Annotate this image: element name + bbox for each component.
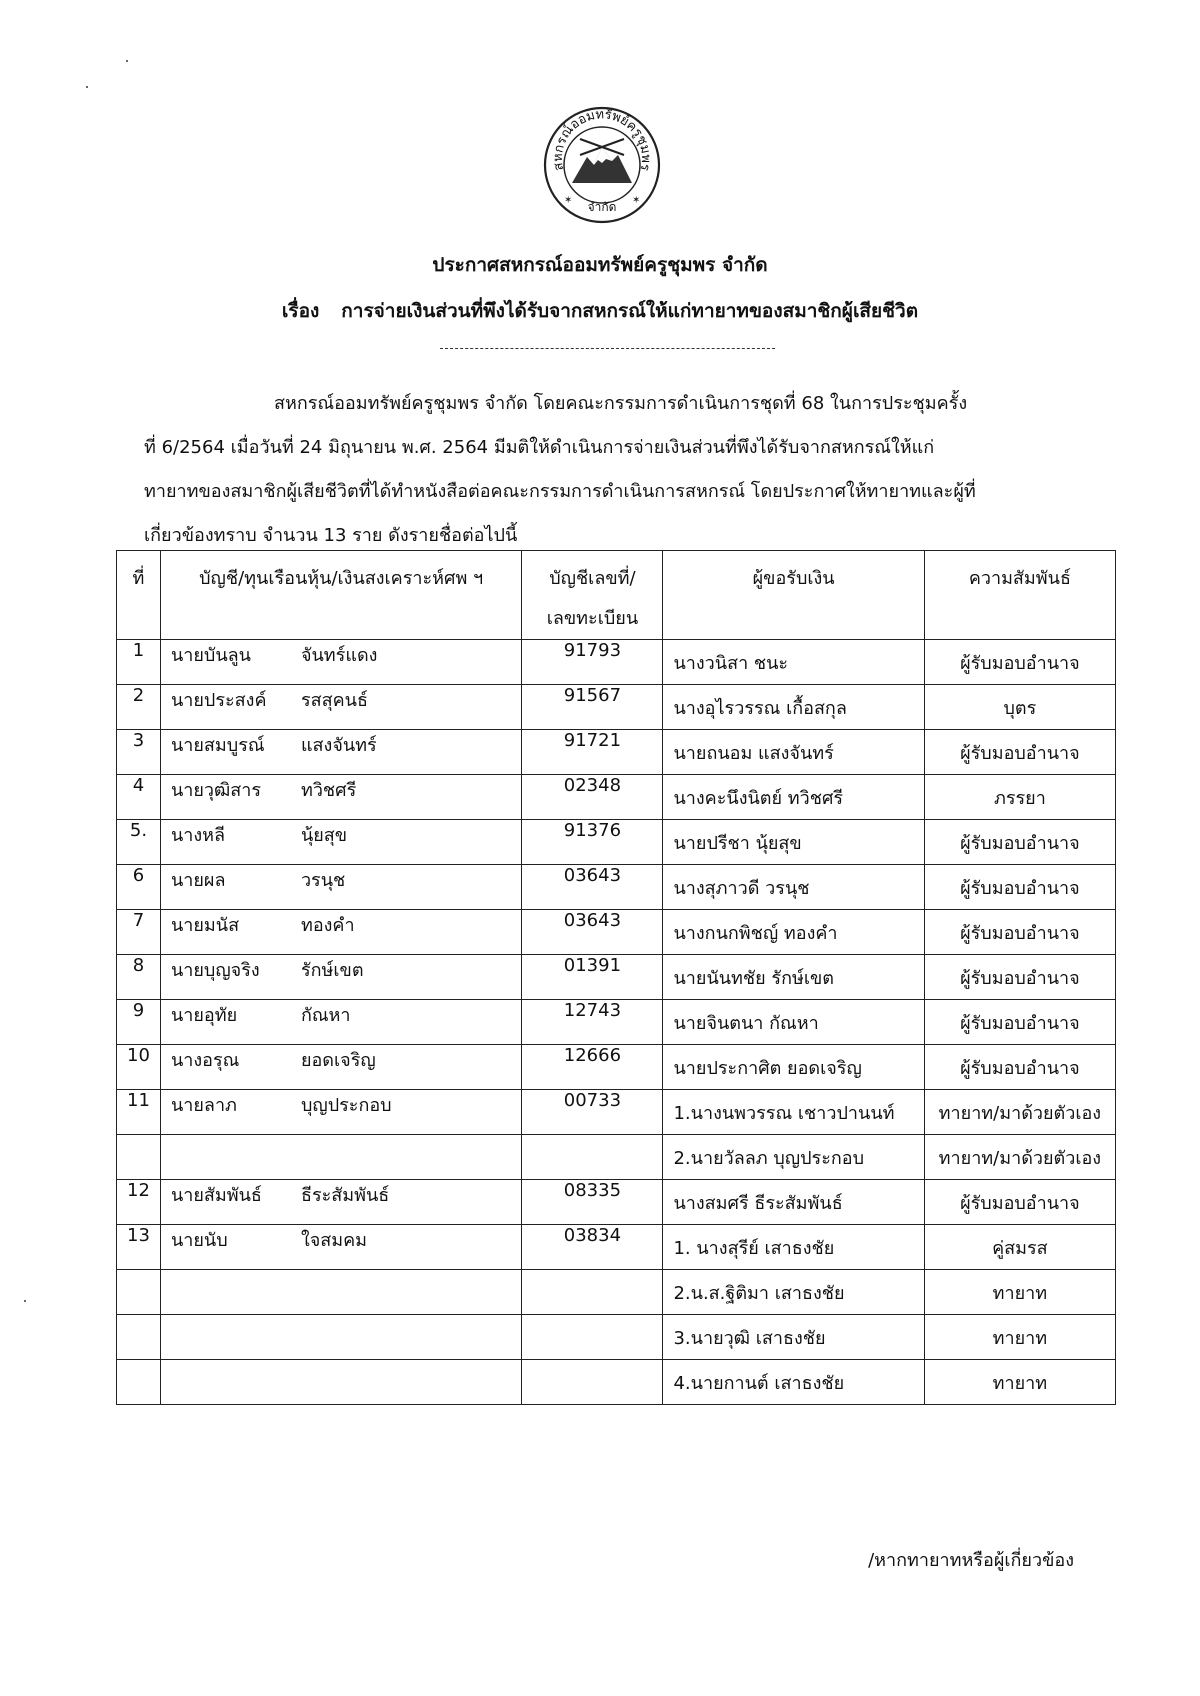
table-header-row (117, 551, 1116, 640)
claimant-name: นายปรีชา นุ้ยสุข (663, 820, 924, 865)
row-no: 3 (117, 730, 161, 775)
table-row (117, 1270, 1116, 1315)
relationship: ทายาท (924, 1315, 1115, 1360)
relationship: ทายาท (924, 1270, 1115, 1315)
announcement-subject (0, 296, 1200, 326)
relationship: บุตร (924, 685, 1115, 730)
member-first-name: นางหลี (170, 825, 226, 846)
member-name (160, 1000, 521, 1045)
claimant-name: 3.นายวุฒิ เสาธงชัย (663, 1315, 924, 1360)
member-last-name: ทองคำ (300, 915, 355, 936)
relationship: ทายาท/มาด้วยตัวเอง (924, 1090, 1115, 1135)
member-last-name: ธีระสัมพันธ์ (300, 1185, 390, 1206)
member-name (160, 955, 521, 1000)
relationship: ผู้รับมอบอำนาจ (924, 730, 1115, 775)
member-name (160, 640, 521, 685)
scan-speck (86, 86, 88, 88)
claimant-name: 2.น.ส.ฐิติมา เสาธงชัย (663, 1270, 924, 1315)
member-last-name: แสงจันทร์ (300, 735, 377, 756)
row-no: 5. (117, 820, 161, 865)
relationship: ผู้รับมอบอำนาจ (924, 640, 1115, 685)
announcement-title: ประกาศสหกรณ์ออมทรัพย์ครูชุมพร จำกัด (432, 254, 768, 276)
relationship: ผู้รับมอบอำนาจ (924, 910, 1115, 955)
account-number: 03643 (522, 910, 663, 955)
scan-speck (126, 60, 128, 62)
row-no (117, 1270, 161, 1315)
svg-text:✶: ✶ (564, 195, 573, 206)
relationship: ภรรยา (924, 775, 1115, 820)
member-last-name: ยอดเจริญ (300, 1050, 376, 1071)
member-last-name: ใจสมคม (300, 1230, 368, 1251)
table-row (117, 1315, 1116, 1360)
relationship: ทายาท/มาด้วยตัวเอง (924, 1135, 1115, 1180)
relationship: ผู้รับมอบอำนาจ (924, 955, 1115, 1000)
table-row (117, 775, 1116, 820)
member-name (160, 775, 521, 820)
account-number: 00733 (522, 1090, 663, 1135)
row-no: 10 (117, 1045, 161, 1090)
table-row (117, 910, 1116, 955)
continued-note: /หากทายาทหรือผู้เกี่ยวข้อง (868, 1550, 1074, 1571)
row-no: 8 (117, 955, 161, 1000)
row-no: 7 (117, 910, 161, 955)
account-number: 08335 (522, 1180, 663, 1225)
member-name (160, 865, 521, 910)
claimant-name: นางสุภาวดี วรนุช (663, 865, 924, 910)
row-no: 2 (117, 685, 161, 730)
table-row (117, 1045, 1116, 1090)
account-number: 91567 (522, 685, 663, 730)
member-first-name: นายประสงค์ (170, 690, 267, 711)
row-no: 11 (117, 1090, 161, 1135)
relationship: ผู้รับมอบอำนาจ (924, 865, 1115, 910)
account-number: 01391 (522, 955, 663, 1000)
table-row (117, 685, 1116, 730)
member-name (160, 1135, 521, 1180)
account-number: 02348 (522, 775, 663, 820)
body-line: ทายาทของสมาชิกผู้เสียชีวิตที่ได้ทำหนังสือต่อคณะกรรมการดำเนินการสหกรณ์ โดยประกาศให้ทายาทและผู้ที่ (144, 481, 976, 502)
row-no (117, 1360, 161, 1405)
row-no: 12 (117, 1180, 161, 1225)
member-first-name: นายอุทัย (170, 1005, 238, 1026)
row-no: 1 (117, 640, 161, 685)
claimant-name: นายประกาศิต ยอดเจริญ (663, 1045, 924, 1090)
member-first-name: นายนับ (170, 1230, 228, 1251)
svg-text:✶: ✶ (632, 195, 641, 206)
member-name (160, 685, 521, 730)
header-number-line1: บัญชีเลขที่/ (549, 568, 636, 589)
member-name (160, 1315, 521, 1360)
account-number (522, 1315, 663, 1360)
member-name (160, 1225, 521, 1270)
account-number: 03834 (522, 1225, 663, 1270)
table-row (117, 1180, 1116, 1225)
claimant-name: 1.นางนพวรรณ เชาวปานนท์ (663, 1090, 924, 1135)
table-row (117, 820, 1116, 865)
table-row (117, 1000, 1116, 1045)
member-first-name: นางอรุณ (170, 1050, 240, 1071)
member-name (160, 1180, 521, 1225)
seal-top-text: สหกรณ์ออมทรัพย์ครูชุมพร (550, 107, 654, 173)
row-no (117, 1315, 161, 1360)
row-no: 4 (117, 775, 161, 820)
table-row (117, 1090, 1116, 1135)
cooperative-seal (542, 105, 662, 225)
title-divider (440, 348, 775, 349)
row-no (117, 1135, 161, 1180)
member-last-name: ทวิชศรี (300, 780, 357, 801)
account-number: 12666 (522, 1045, 663, 1090)
claimant-name: นายจินตนา กัณหา (663, 1000, 924, 1045)
member-name (160, 1090, 521, 1135)
table-row (117, 865, 1116, 910)
member-last-name: รักษ์เขต (300, 960, 364, 981)
claimant-name: นายนันทชัย รักษ์เขต (663, 955, 924, 1000)
member-last-name: นุ้ยสุข (300, 825, 348, 846)
account-number: 03643 (522, 865, 663, 910)
announcement-body (144, 382, 1074, 558)
member-last-name: จันทร์แดง (300, 645, 378, 666)
relationship: ผู้รับมอบอำนาจ (924, 1000, 1115, 1045)
member-first-name: นายสัมพันธ์ (170, 1185, 262, 1206)
account-number: 91721 (522, 730, 663, 775)
member-first-name: นายมนัส (170, 915, 240, 936)
row-no: 6 (117, 865, 161, 910)
member-first-name: นายบันลูน (170, 645, 251, 666)
member-name (160, 730, 521, 775)
claimant-name: 1. นางสุรีย์ เสาธงชัย (663, 1225, 924, 1270)
claimant-name: 2.นายวัลลภ บุญประกอบ (663, 1135, 924, 1180)
table-row (117, 955, 1116, 1000)
member-first-name: นายผล (170, 870, 226, 891)
row-no: 13 (117, 1225, 161, 1270)
subject-text: การจ่ายเงินส่วนที่พึงได้รับจากสหกรณ์ให้แก่ทายาทของสมาชิกผู้เสียชีวิต (341, 300, 919, 322)
member-first-name: นายบุญจริง (170, 960, 260, 981)
claimant-name: นางคะนึงนิตย์ ทวิชศรี (663, 775, 924, 820)
account-number: 91793 (522, 640, 663, 685)
header-no: ที่ (117, 551, 161, 640)
body-line: เกี่ยวข้องทราบ จำนวน 13 ราย ดังรายชื่อต่อไปนี้ (144, 525, 518, 546)
member-first-name: นายสมบูรณ์ (170, 735, 265, 756)
member-last-name: รสสุคนธ์ (300, 690, 368, 711)
member-name (160, 910, 521, 955)
relationship: ผู้รับมอบอำนาจ (924, 1045, 1115, 1090)
member-name (160, 1360, 521, 1405)
header-relation: ความสัมพันธ์ (924, 551, 1115, 640)
claimant-name: 4.นายกานต์ เสาธงชัย (663, 1360, 924, 1405)
account-number: 12743 (522, 1000, 663, 1045)
member-last-name: กัณหา (300, 1005, 351, 1026)
header-claimant: ผู้ขอรับเงิน (663, 551, 924, 640)
heirs-table (116, 550, 1116, 1405)
account-number (522, 1135, 663, 1180)
header-number (522, 551, 663, 640)
member-last-name: วรนุช (300, 870, 346, 891)
claimant-name: นางอุไรวรรณ เกื้อสกุล (663, 685, 924, 730)
claimant-name: นางกนกพิชญ์ ทองคำ (663, 910, 924, 955)
row-no: 9 (117, 1000, 161, 1045)
header-account: บัญชี/ทุนเรือนหุ้น/เงินสงเคราะห์ศพ ฯ (160, 551, 521, 640)
member-first-name: นายลาภ (170, 1095, 237, 1116)
member-name (160, 1045, 521, 1090)
account-number (522, 1270, 663, 1315)
scan-speck (24, 1300, 26, 1302)
table-row (117, 1135, 1116, 1180)
relationship: ผู้รับมอบอำนาจ (924, 820, 1115, 865)
relationship: ผู้รับมอบอำนาจ (924, 1180, 1115, 1225)
member-name (160, 820, 521, 865)
body-line: ที่ 6/2564 เมื่อวันที่ 24 มิถุนายน พ.ศ. 2564 มีมติให้ดำเนินการจ่ายเงินส่วนที่พึงได้รับจากสหกรณ์ให้แก่ (144, 437, 935, 458)
member-first-name: นายวุฒิสาร (170, 780, 262, 801)
subject-label: เรื่อง (281, 300, 320, 322)
account-number: 91376 (522, 820, 663, 865)
relationship: คู่สมรส (924, 1225, 1115, 1270)
table-row (117, 1360, 1116, 1405)
header-number-line2: เลขทะเบียน (546, 608, 639, 629)
relationship: ทายาท (924, 1360, 1115, 1405)
table-row (117, 640, 1116, 685)
claimant-name: นายถนอม แสงจันทร์ (663, 730, 924, 775)
claimant-name: นางสมศรี ธีระสัมพันธ์ (663, 1180, 924, 1225)
table-row (117, 1225, 1116, 1270)
member-name (160, 1270, 521, 1315)
table-row (117, 730, 1116, 775)
account-number (522, 1360, 663, 1405)
seal-bottom-text: จำกัด (587, 200, 617, 214)
member-last-name: บุญประกอบ (300, 1095, 392, 1116)
body-line: สหกรณ์ออมทรัพย์ครูชุมพร จำกัด โดยคณะกรรมการดำเนินการชุดที่ 68 ในการประชุมครั้ง (274, 393, 968, 414)
claimant-name: นางวนิสา ชนะ (663, 640, 924, 685)
